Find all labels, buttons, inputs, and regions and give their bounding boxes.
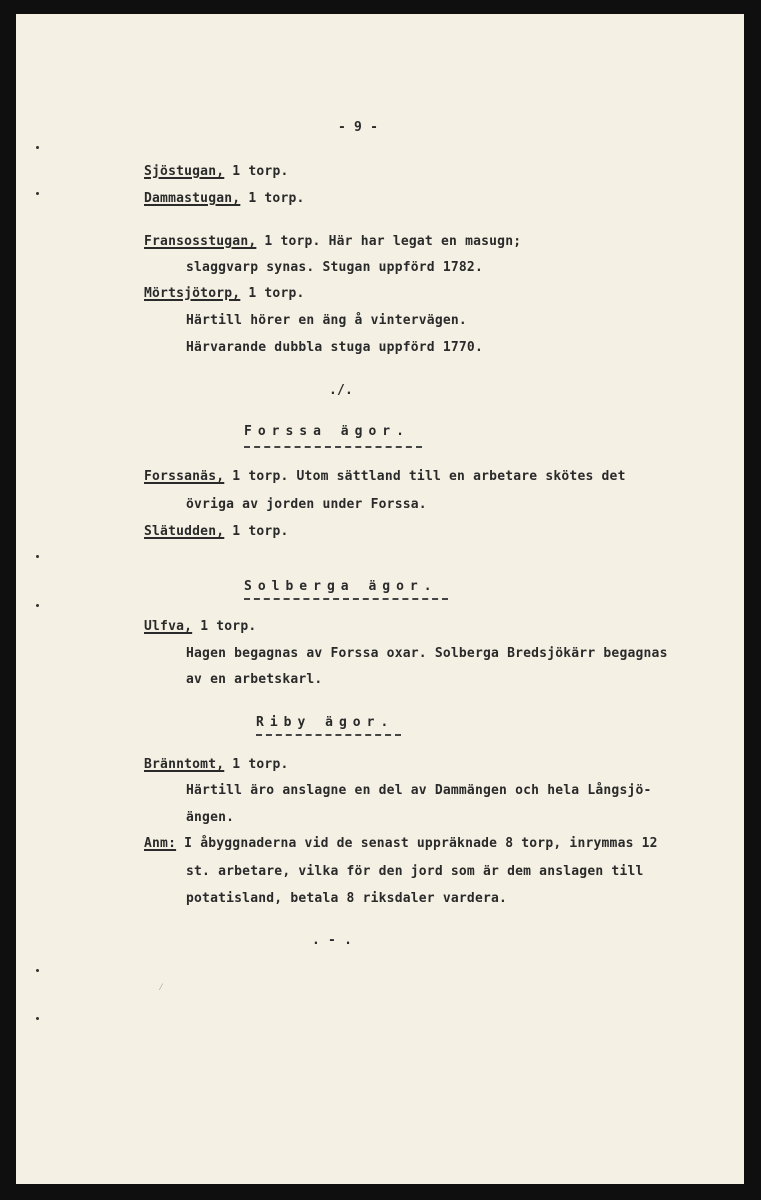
entry-name: Bränntomt, [144,757,225,772]
entry-name: Dammastugan, [144,191,241,206]
punch-hole [36,604,39,607]
entry-text: 1 torp. Här har legat en masugn; [256,234,522,249]
section-heading-riby: Riby ägor. [256,715,395,730]
entry-continuation: av en arbetskarl. [186,672,323,687]
entry-text: 1 torp. [192,619,257,634]
entry-text: 1 torp. [224,757,289,772]
entry-text: 1 torp. Utom sättland till en arbetare skötes det [224,469,626,484]
heading-underline [244,446,422,448]
punch-hole [36,1017,39,1020]
entry-continuation: Hagen begagnas av Forssa oxar. Solberga Bredsjökärr begagnas [186,646,668,661]
entry-branntomt [144,757,289,773]
entry-forssanas [144,469,626,485]
heading-underline [256,734,401,736]
document-page [16,14,744,1184]
note-text: I åbyggnaderna vid de senast uppräknade 8 torp, inrymmas 12 [176,836,658,851]
entry-mortsjotorp [144,286,305,302]
entry-name: Sjöstugan, [144,164,225,179]
entry-continuation: ängen. [186,810,235,825]
entry-continuation: slaggvarp synas. Stugan uppförd 1782. [186,260,483,275]
entry-text: 1 torp. [224,164,289,179]
punch-hole [36,969,39,972]
entry-text: 1 torp. [240,191,305,206]
entry-continuation: övriga av jorden under Forssa. [186,497,427,512]
entry-dammastugan [144,191,305,207]
entry-text: 1 torp. [224,524,289,539]
entry-name: Ulfva, [144,619,193,634]
entry-sjostugan [144,164,289,180]
note-line: st. arbetare, vilka för den jord som är dem anslagen till [186,864,644,879]
entry-name: Mörtsjötorp, [144,286,241,301]
separator: ./. [329,383,354,398]
section-heading-forssa: Forssa ägor. [244,424,410,439]
entry-name: Slätudden, [144,524,225,539]
entry-continuation: Härtill hörer en äng å vintervägen. [186,313,467,328]
punch-hole [36,192,39,195]
entry-ulfva [144,619,256,635]
entry-name: Forssanäs, [144,469,225,484]
entry-fransosstugan [144,234,521,250]
entry-text: 1 torp. [240,286,305,301]
note-line: potatisland, betala 8 riksdaler vardera. [186,891,508,906]
section-heading-solberga: Solberga ägor. [244,579,438,594]
entry-continuation: Härtill äro anslagne en del av Dammängen och hela Långsjö- [186,783,652,798]
pencil-mark: ⁄ [158,982,165,993]
note-label: Anm: [144,836,177,851]
end-mark: . - . [312,933,353,948]
entry-slatudden [144,524,289,540]
entry-continuation: Härvarande dubbla stuga uppförd 1770. [186,340,483,355]
heading-underline [244,598,448,600]
note-first-line [144,836,658,852]
page-number: - 9 - [338,120,379,135]
entry-name: Fransosstugan, [144,234,257,249]
punch-hole [36,146,39,149]
punch-hole [36,555,39,558]
